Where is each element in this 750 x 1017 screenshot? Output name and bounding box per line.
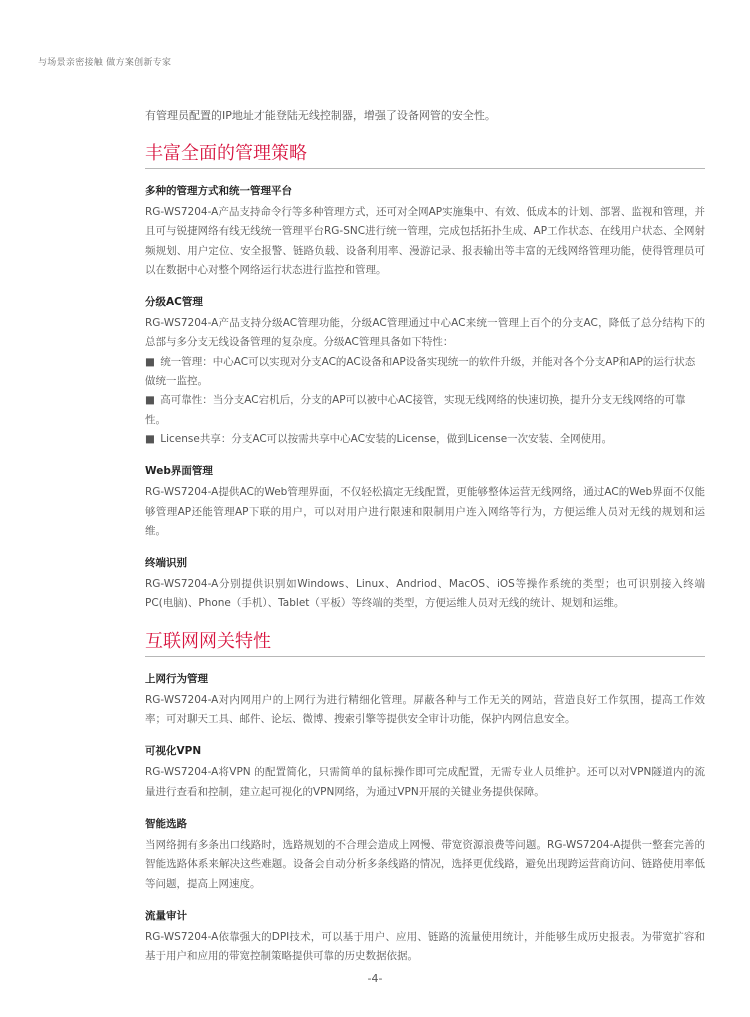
bullet-item: [145, 430, 705, 449]
paragraph: RG-WS7204-A对内网用户的上网行为进行精细化管理。屏蔽各种与工作无关的网站，营造良好工作氛围，提高工作效率；可对聊天工具、邮件、论坛、微博、搜索引擎等提供安全审计功能，保护内网信息安全。: [145, 693, 705, 726]
subsection-traffic-audit: [145, 908, 705, 967]
paragraph: RG-WS7204-A提供AC的Web管理界面，不仅轻松搞定无线配置，更能够整体运营无线网络，通过AC的Web界面不仅能够管理AP还能管理AP下联的用户，可以对用户进行限速和限制用户连入网络等行为，方便运维人员对无线的规划和运维。: [145, 486, 705, 537]
section-internet-gateway: [145, 627, 705, 967]
bullet-item: [145, 391, 705, 430]
section-title: 丰富全面的管理策略: [145, 139, 705, 169]
subsection-title: 终端识别: [145, 557, 187, 570]
header-slogan: 与场景亲密接触 做方案创新专家: [38, 58, 172, 68]
bullet-text: 统一管理：中心AC可以实现对分支AC的AC设备和AP设备实现统一的软件升级，并能对各个分支AP和AP的运行状态做统一监控。: [145, 355, 696, 388]
square-bullet-icon: ■: [145, 394, 155, 407]
page-content: [145, 106, 705, 966]
subsection-title: 分级AC管理: [145, 296, 203, 309]
paragraph: RG-WS7204-A依靠强大的DPI技术，可以基于用户、应用、链路的流量使用统计，并能够生成历史报表。为带宽扩容和基于用户和应用的带宽控制策略提供可靠的历史数据依据。: [145, 930, 705, 963]
subsection-title: 流量审计: [145, 909, 187, 922]
paragraph: RG-WS7204-A产品支持分级AC管理功能，分级AC管理通过中心AC来统一管理上百个的分支AC，降低了总分结构下的总部与多分支无线设备管理的复杂度。分级AC管理具备如下特性：: [145, 317, 705, 349]
subsection-behavior-management: [145, 671, 705, 730]
paragraph: RG-WS7204-A分别提供识别如Windows、Linux、Andriod、MacOS、iOS等操作系统的类型；也可识别接入终端PC(电脑)、Phone（手机）、Tablet（平板）等终端的类型，方便运维人员对无线的统计、规划和运维。: [145, 578, 705, 610]
subsection-title: 多种的管理方式和统一管理平台: [145, 185, 292, 197]
subsection-smart-routing: [145, 816, 705, 894]
subsection-title: 可视化VPN: [145, 745, 202, 758]
bullet-item: [145, 353, 705, 392]
subsection-visual-vpn: [145, 743, 705, 802]
subsection-unified-platform: [145, 183, 705, 280]
square-bullet-icon: ■: [145, 355, 155, 368]
bullet-text: 高可靠性：当分支AC宕机后，分支的AP可以被中心AC接管，实现无线网络的快速切换，提升分支无线网络的可靠性。: [145, 394, 686, 426]
section-title: 互联网网关特性: [145, 627, 705, 657]
intro-text: 有管理员配置的IP地址才能登陆无线控制器，增强了设备网管的安全性。: [145, 109, 496, 122]
paragraph: RG-WS7204-A将VPN 的配置简化，只需简单的鼠标操作即可完成配置，无需专业人员维护。还可以对VPN隧道内的流量进行查看和控制，建立起可视化的VPN网络，为通过VPN开展的关键业务提供保障。: [145, 766, 705, 798]
bullet-text: License共享：分支AC可以按需共享中心AC安装的License，做到License一次安装、全网使用。: [160, 432, 613, 445]
section-management-strategy: [145, 139, 705, 614]
subsection-title: 上网行为管理: [145, 672, 208, 685]
subsection-web-management: [145, 463, 705, 541]
subsection-terminal-identification: [145, 555, 705, 614]
square-bullet-icon: ■: [145, 432, 155, 445]
subsection-hierarchical-ac: [145, 294, 705, 449]
paragraph: 当网络拥有多条出口线路时，选路规划的不合理会造成上网慢、带宽资源浪费等问题。RG-WS7204-A提供一整套完善的智能选路体系来解决这些难题。设备会自动分析多条线路的情况，选择更优线路，避免出现跨运营商访问、链路使用率低等问题，提高上网速度。: [145, 838, 705, 890]
subsection-title: Web界面管理: [145, 465, 213, 478]
subsection-title: 智能选路: [145, 817, 187, 830]
page-number: -4-: [367, 972, 383, 985]
paragraph: RG-WS7204-A产品支持命令行等多种管理方式，还可对全网AP实施集中、有效、低成本的计划、部署、监视和管理，并且可与锐捷网络有线无线统一管理平台RG-SNC进行统一管理，完成包括拓扑生成、AP工作状态、在线用户状态、全网射频规划、用户定位、安全报警、链路负载、设备利用率、漫游记录、报表输出等丰富的无线网络管理功能，使得管理员可以在数据中心对整个网络运行状态进行监控和管理。: [145, 206, 705, 276]
